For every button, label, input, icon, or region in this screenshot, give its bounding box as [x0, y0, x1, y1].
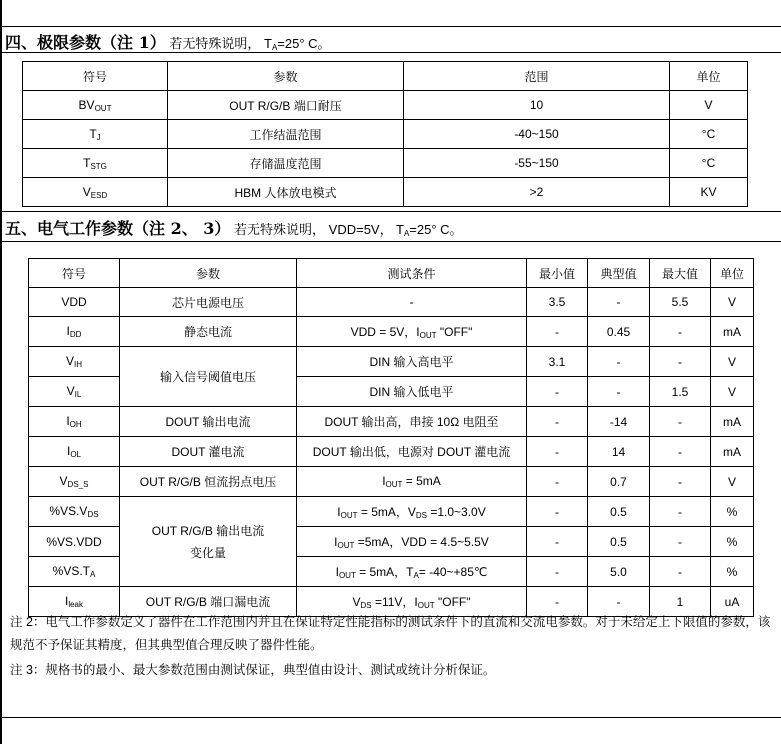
symbol: I	[66, 444, 71, 458]
min-cell: -	[527, 497, 588, 527]
symbol-sub: IH	[74, 360, 82, 369]
table-row	[23, 120, 748, 149]
min-cell: -	[527, 407, 588, 437]
unit-cell: °C	[670, 149, 748, 178]
symbol: T	[89, 126, 97, 141]
typ-cell: 0.45	[588, 317, 650, 347]
param-line: 变化量	[189, 545, 226, 560]
condition-text: I	[334, 535, 338, 549]
unit-cell: V	[711, 467, 754, 497]
condition-sub: OUT	[419, 331, 437, 340]
typ-cell: -	[588, 587, 650, 617]
symbol: V	[82, 184, 91, 199]
condition-cell	[297, 527, 527, 557]
unit-cell: °C	[670, 120, 748, 149]
condition-text: "OFF"	[436, 325, 473, 339]
symbol-cell	[23, 120, 168, 149]
condition-cell: DIN 输入低电平	[297, 377, 527, 407]
table-row	[23, 178, 748, 207]
unit-cell: V	[711, 377, 754, 407]
symbol-sub: IL	[74, 390, 82, 399]
min-cell: 3.5	[527, 288, 588, 317]
symbol: I	[64, 594, 69, 608]
unit-cell: mA	[711, 317, 754, 347]
table-row	[29, 347, 754, 377]
symbol-sub: J	[96, 132, 101, 142]
max-cell: 5.5	[650, 288, 711, 317]
max-cell: -	[650, 467, 711, 497]
min-cell: -	[527, 527, 588, 557]
section5-title: 五、电气工作参数（注 2、 3）	[5, 219, 231, 238]
condition-sub: OUT	[337, 541, 355, 550]
symbol-sub: A	[90, 570, 96, 579]
condition-text: VDD = 5V，I	[350, 325, 420, 339]
symbol: VDD	[61, 295, 87, 309]
symbol: V	[59, 474, 68, 488]
symbol-sub: ESD	[90, 190, 108, 200]
typ-cell: -	[588, 347, 650, 377]
condition-sub: A	[413, 571, 419, 580]
table-header	[23, 62, 748, 91]
section5-top-rule	[0, 211, 781, 212]
condition-text: I	[382, 474, 386, 488]
condition-text: =11V，I	[371, 595, 418, 609]
symbol: BV	[78, 97, 95, 112]
symbol-cell	[23, 178, 168, 207]
symbol-cell	[23, 149, 168, 178]
condition-text: = 5mA，T	[355, 565, 414, 579]
min-cell: -	[527, 377, 588, 407]
symbol: V	[66, 384, 75, 398]
table-row	[29, 437, 754, 467]
col-condition: 测试条件	[297, 259, 527, 288]
condition-text: = -40~+85℃	[418, 565, 488, 579]
param-cell	[120, 497, 297, 587]
col-min: 最小值	[527, 259, 588, 288]
condition-sub: DS	[415, 511, 427, 520]
symbol-cell	[29, 407, 120, 437]
condition-text: = 5mA，V	[357, 505, 416, 519]
symbol-sub: OH	[69, 420, 82, 429]
param-cell: 存储温度范围	[168, 149, 404, 178]
symbol: V	[65, 354, 74, 368]
typ-cell: -	[588, 377, 650, 407]
min-cell: -	[527, 467, 588, 497]
range-cell: -40~150	[404, 120, 670, 149]
col-unit: 单位	[711, 259, 754, 288]
col-typ: 典型值	[588, 259, 650, 288]
unit-cell: V	[670, 91, 748, 120]
symbol-cell	[29, 467, 120, 497]
symbol-sub: leak	[68, 600, 84, 609]
col-unit: 单位	[670, 62, 748, 91]
condition-sub: OUT	[417, 601, 435, 610]
typ-cell: 5.0	[588, 557, 650, 587]
typ-cell: -	[588, 288, 650, 317]
param-cell: 芯片电源电压	[120, 288, 297, 317]
unit-cell: V	[711, 347, 754, 377]
condition-text: "OFF"	[434, 595, 471, 609]
col-symbol: 符号	[29, 259, 120, 288]
condition-sub: OUT	[338, 571, 356, 580]
section5-condition: 若无特殊说明， VDD=5V，	[234, 222, 393, 237]
condition-sub: OUT	[340, 511, 358, 520]
typ-cell: 0.5	[588, 497, 650, 527]
max-cell: 1.5	[650, 377, 711, 407]
condition-cell	[297, 557, 527, 587]
param-cell: OUT R/G/B 端口耐压	[168, 91, 404, 120]
typ-cell: 0.7	[588, 467, 650, 497]
condition-cell: DOUT 输出高，串接 10Ω 电阻至	[297, 407, 527, 437]
temp-label: T	[396, 222, 404, 237]
condition-sub: OUT	[385, 480, 403, 489]
condition-sub: DS	[360, 601, 372, 610]
max-cell: -	[650, 317, 711, 347]
min-cell: -	[527, 587, 588, 617]
min-cell: -	[527, 437, 588, 467]
symbol-sub: OUT	[94, 103, 112, 113]
table-row	[23, 149, 748, 178]
col-param: 参数	[120, 259, 297, 288]
symbol-sub: DS_S	[67, 480, 89, 489]
param-cell: 工作结温范围	[168, 120, 404, 149]
param-cell: 输入信号阈值电压	[120, 347, 297, 407]
col-max: 最大值	[650, 259, 711, 288]
symbol-cell	[29, 437, 120, 467]
symbol-sub: STG	[90, 161, 107, 171]
symbol-cell	[29, 347, 120, 377]
symbol-sub: DS	[87, 510, 99, 519]
typ-cell: -14	[588, 407, 650, 437]
section5-rule	[0, 241, 781, 242]
unit-cell: %	[711, 527, 754, 557]
left-margin-bar	[0, 0, 2, 744]
param-cell: HBM 人体放电模式	[168, 178, 404, 207]
temp-value: =25° C。	[277, 36, 331, 51]
typ-cell: 14	[588, 437, 650, 467]
section4-title: 四、极限参数（注 1）	[5, 33, 166, 52]
col-range: 范围	[404, 62, 670, 91]
condition-cell	[297, 317, 527, 347]
condition-cell	[297, 467, 527, 497]
param-cell: DOUT 灌电流	[120, 437, 297, 467]
symbol-cell	[29, 527, 120, 557]
unit-cell: V	[711, 288, 754, 317]
symbol-cell	[29, 557, 120, 587]
table-row	[23, 91, 748, 120]
typ-cell: 0.5	[588, 527, 650, 557]
table-header	[29, 259, 754, 288]
unit-cell: %	[711, 497, 754, 527]
max-cell: 1	[650, 587, 711, 617]
condition-cell: DIN 输入高电平	[297, 347, 527, 377]
table-row	[29, 288, 754, 317]
symbol-cell	[29, 317, 120, 347]
note-2: 注 2：电气工作参数定义了器件在工作范围内并且在保证特定性能指标的测试条件下的直流和交流电参数。对于未给定上下限值的参数，该规范不予保证其精度，但其典型值合理反映了器件性能。	[10, 615, 771, 652]
col-symbol: 符号	[23, 62, 168, 91]
symbol-cell	[29, 497, 120, 527]
range-cell: -55~150	[404, 149, 670, 178]
section4-heading	[5, 30, 331, 53]
temp-label: T	[263, 36, 272, 51]
max-cell: -	[650, 527, 711, 557]
symbol: T	[83, 155, 91, 170]
electrical-table	[28, 258, 754, 617]
temp-sub: A	[403, 229, 410, 238]
condition-text: I	[335, 565, 339, 579]
max-cell: -	[650, 557, 711, 587]
min-cell: -	[527, 317, 588, 347]
condition-cell: DOUT 输出低，电源对 DOUT 灌电流	[297, 437, 527, 467]
table-row	[29, 317, 754, 347]
param-line: OUT R/G/B 输出电流	[151, 523, 265, 538]
range-cell: >2	[404, 178, 670, 207]
section5-heading	[5, 216, 463, 239]
max-cell: -	[650, 437, 711, 467]
condition-text: I	[337, 505, 341, 519]
symbol: %VS.V	[49, 504, 88, 518]
symbol-sub: OL	[70, 450, 81, 459]
table-row	[29, 497, 754, 527]
param-cell: 静态电流	[120, 317, 297, 347]
symbol: %VS.VDD	[46, 534, 102, 549]
symbol: I	[66, 324, 70, 338]
bottom-rule	[0, 717, 781, 718]
temp-value: =25° C。	[409, 222, 463, 237]
condition-text: V	[352, 595, 361, 609]
param-cell: DOUT 输出电流	[120, 407, 297, 437]
symbol: %VS.T	[52, 564, 90, 578]
note-3: 注 3：规格书的最小、最大参数范围由测试保证，典型值由设计、测试或统计分析保证。	[10, 663, 496, 677]
min-cell: -	[527, 557, 588, 587]
section4-condition: 若无特殊说明，	[169, 36, 261, 51]
unit-cell: mA	[711, 437, 754, 467]
max-cell: -	[650, 407, 711, 437]
abs-max-table	[22, 61, 748, 207]
symbol: I	[66, 414, 70, 428]
col-param: 参数	[168, 62, 404, 91]
symbol-sub: DD	[69, 330, 82, 339]
symbol-cell	[23, 91, 168, 120]
min-cell: 3.1	[527, 347, 588, 377]
symbol-cell	[29, 288, 120, 317]
top-rule	[0, 26, 781, 27]
table-row	[29, 467, 754, 497]
condition-text: = 5mA	[402, 474, 441, 488]
symbol-cell	[29, 377, 120, 407]
unit-cell: mA	[711, 407, 754, 437]
condition-text: =5mA，VDD = 4.5~5.5V	[354, 535, 489, 549]
max-cell: -	[650, 497, 711, 527]
max-cell: -	[650, 347, 711, 377]
table-row	[29, 407, 754, 437]
condition-cell	[297, 497, 527, 527]
unit-cell: %	[711, 557, 754, 587]
range-cell: 10	[404, 91, 670, 120]
unit-cell: KV	[670, 178, 748, 207]
unit-cell: uA	[711, 587, 754, 617]
param-cell: OUT R/G/B 恒流拐点电压	[120, 467, 297, 497]
condition-cell: -	[297, 288, 527, 317]
condition-text: =1.0~3.0V	[427, 505, 486, 519]
param-cell: OUT R/G/B 端口漏电流	[120, 587, 297, 617]
temp-sub: A	[271, 43, 278, 52]
